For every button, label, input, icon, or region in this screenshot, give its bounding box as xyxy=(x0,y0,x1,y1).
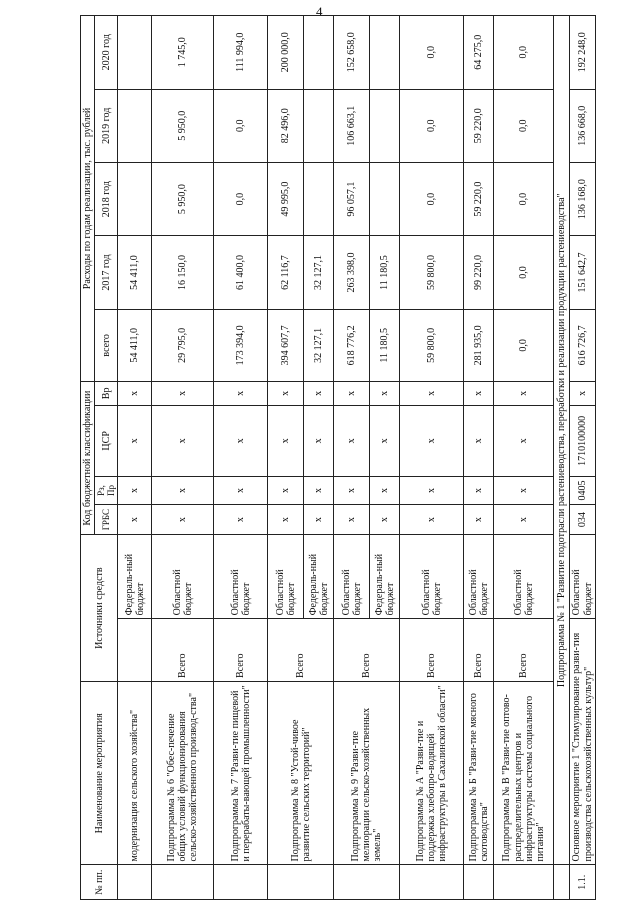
header-expenses: Расходы по годам реализации, тыс. рублей xyxy=(81,16,95,382)
cell-2017: 11 180,5 xyxy=(370,236,400,309)
cell-grbs: х xyxy=(214,505,268,535)
cell-rzpr: х xyxy=(118,476,152,504)
cell-num xyxy=(268,865,334,900)
cell-total: 173 394,0 xyxy=(214,309,268,381)
cell-name: Подпрограмма № 7 "Разви-тие пищевой и перерабаты-вающей промышленности" xyxy=(214,682,268,865)
table-row xyxy=(494,16,554,900)
header-name: Наименование мероприятия xyxy=(81,682,118,865)
cell-2018 xyxy=(118,162,152,235)
cell-2018 xyxy=(304,162,334,235)
cell-source: Федераль-ный бюджет xyxy=(118,535,152,619)
table-row xyxy=(334,16,370,900)
cell-total: 0,0 xyxy=(494,309,554,381)
cell-2017: 16 150,0 xyxy=(152,236,214,309)
cell-grbs: х xyxy=(118,505,152,535)
cell-vr: х xyxy=(304,381,334,405)
table-row xyxy=(570,16,595,900)
cell-2017: 54 411,0 xyxy=(118,236,152,309)
cell-csr: х xyxy=(118,405,152,476)
cell-2017: 99 220,0 xyxy=(464,236,494,309)
cell-num xyxy=(464,865,494,900)
cell-2017: 61 400,0 xyxy=(214,236,268,309)
cell-rzpr: 0405 xyxy=(570,476,595,504)
table-row xyxy=(118,16,152,900)
cell-total-label: Всего xyxy=(268,619,334,682)
header-total: всего xyxy=(95,309,118,381)
cell-name: Подпрограмма № 8 "Устой-чивое развитие сельских территорий" xyxy=(268,682,334,865)
cell-num xyxy=(118,865,152,900)
cell-2018: 0,0 xyxy=(214,162,268,235)
cell-source: Областной бюджет xyxy=(400,535,464,619)
cell-total: 394 607,7 xyxy=(268,309,304,381)
cell-csr: х xyxy=(334,405,370,476)
cell-source: Областной бюджет xyxy=(214,535,268,619)
header-num: № пп. xyxy=(81,865,118,900)
cell-source: Федераль-ный бюджет xyxy=(370,535,400,619)
table-row xyxy=(152,16,214,900)
cell-vr: х xyxy=(268,381,304,405)
cell-total-label: Всего xyxy=(400,619,464,682)
cell-name: модернизация сельского хозяйства" xyxy=(118,682,152,865)
cell-total-label: Всего xyxy=(214,619,268,682)
cell-total-label: Всего xyxy=(464,619,494,682)
cell-num xyxy=(400,865,464,900)
page-number: 4 xyxy=(316,4,323,19)
header-year: 2017 год xyxy=(95,236,118,309)
table-row xyxy=(464,16,494,900)
cell-num: 1.1. xyxy=(570,865,595,900)
cell-grbs: х xyxy=(494,505,554,535)
header-vr: Вр xyxy=(95,381,118,405)
expenses-table xyxy=(80,15,596,900)
cell-2017: 32 127,1 xyxy=(304,236,334,309)
header-year: 2020 год xyxy=(95,16,118,90)
cell-2020 xyxy=(370,16,400,90)
cell-2017: 62 116,7 xyxy=(268,236,304,309)
cell-source: Областной бюджет xyxy=(464,535,494,619)
cell-2017: 59 800,0 xyxy=(400,236,464,309)
cell-name: Подпрограмма № 6 "Обес-печение общих условий функционирования сельско-хозяйственного производ-ства" xyxy=(152,682,214,865)
cell-total: 11 180,5 xyxy=(370,309,400,381)
cell-grbs: х xyxy=(370,505,400,535)
cell-2020: 152 658,0 xyxy=(334,16,370,90)
header-grbs: ГРБС xyxy=(95,505,118,535)
cell-num xyxy=(554,865,570,900)
cell-2019: 136 668,0 xyxy=(570,89,595,162)
cell-2019: 82 496,0 xyxy=(268,89,304,162)
cell-2020: 64 275,0 xyxy=(464,16,494,90)
cell-rzpr: х xyxy=(400,476,464,504)
cell-grbs: х xyxy=(152,505,214,535)
cell-total: 618 776,2 xyxy=(334,309,370,381)
cell-2020: 200 000,0 xyxy=(268,16,304,90)
cell-vr: х xyxy=(370,381,400,405)
cell-total: 29 795,0 xyxy=(152,309,214,381)
cell-2020 xyxy=(304,16,334,90)
cell-rzpr: х xyxy=(152,476,214,504)
table-row xyxy=(554,16,570,900)
cell-total-label: Всего xyxy=(494,619,554,682)
cell-2018: 96 057,1 xyxy=(334,162,370,235)
cell-total: 54 411,0 xyxy=(118,309,152,381)
header-year: 2018 год xyxy=(95,162,118,235)
cell-rzpr: х xyxy=(304,476,334,504)
cell-name: Подпрограмма № Б "Разви-тие мясного скотоводства" xyxy=(464,682,494,865)
table-row xyxy=(214,16,268,900)
cell-2017: 263 398,0 xyxy=(334,236,370,309)
cell-csr: 1710100000 xyxy=(570,405,595,476)
table-row xyxy=(268,16,304,900)
cell-total-label: Всего xyxy=(152,619,214,682)
cell-2019: 59 220,0 xyxy=(464,89,494,162)
cell-2020: 192 248,0 xyxy=(570,16,595,90)
cell-2019: 106 663,1 xyxy=(334,89,370,162)
cell-2018: 136 168,0 xyxy=(570,162,595,235)
cell-vr: х xyxy=(494,381,554,405)
cell-num xyxy=(152,865,214,900)
cell-rzpr: х xyxy=(494,476,554,504)
cell-grbs: 034 xyxy=(570,505,595,535)
cell-vr: х xyxy=(570,381,595,405)
cell-name: Подпрограмма № А "Разви-тие и поддержка хлебопро-водящей инфраструктуры в Сахалинской области" xyxy=(400,682,464,865)
table-row xyxy=(400,16,464,900)
cell-vr: х xyxy=(214,381,268,405)
cell-2018 xyxy=(370,162,400,235)
cell-2019 xyxy=(118,89,152,162)
cell-csr: х xyxy=(400,405,464,476)
cell-rzpr: х xyxy=(268,476,304,504)
cell-rzpr: х xyxy=(214,476,268,504)
cell-total: 616 726,7 xyxy=(570,309,595,381)
cell-2019: 0,0 xyxy=(400,89,464,162)
cell-source: Областной бюджет xyxy=(334,535,370,619)
cell-2019: 0,0 xyxy=(494,89,554,162)
cell-name: Основное мероприятие 1 "Стимулирование разви-тия производства сельскохозяйственных культур" xyxy=(570,619,595,865)
cell-csr: х xyxy=(370,405,400,476)
cell-2020: 111 994,0 xyxy=(214,16,268,90)
header-budget-classification: Код бюджетной классификации xyxy=(81,381,95,534)
cell-name: Подпрограмма № 9 "Разви-тие мелиорации сельско-хозяйственных земель" xyxy=(334,682,400,865)
rotated-table-content xyxy=(80,15,635,900)
cell-source: Областной бюджет xyxy=(494,535,554,619)
cell-2020: 0,0 xyxy=(494,16,554,90)
cell-rzpr: х xyxy=(464,476,494,504)
cell-2018: 5 950,0 xyxy=(152,162,214,235)
cell-name: Подпрограмма № В "Разви-тие оптово-распределительных центров и инфраструктуры системы социального питания" xyxy=(494,682,554,865)
cell-rzpr: х xyxy=(370,476,400,504)
cell-grbs: х xyxy=(268,505,304,535)
cell-total-label xyxy=(118,619,152,682)
cell-total: 281 935,0 xyxy=(464,309,494,381)
cell-2019 xyxy=(304,89,334,162)
table-body xyxy=(118,16,595,900)
cell-csr: х xyxy=(152,405,214,476)
cell-source: Областной бюджет xyxy=(570,535,595,619)
cell-csr: х xyxy=(304,405,334,476)
section-title: Подпрограмма № 1 "Развитие подотрасли растениеводства, переработки и реализации продукции растениеводства" xyxy=(554,16,570,865)
cell-num xyxy=(214,865,268,900)
cell-grbs: х xyxy=(304,505,334,535)
cell-2018: 49 995,0 xyxy=(268,162,304,235)
cell-2019 xyxy=(370,89,400,162)
cell-vr: х xyxy=(152,381,214,405)
cell-2019: 0,0 xyxy=(214,89,268,162)
cell-2020: 0,0 xyxy=(400,16,464,90)
cell-2018: 0,0 xyxy=(494,162,554,235)
cell-vr: х xyxy=(118,381,152,405)
rotated-table-frame xyxy=(80,15,635,900)
cell-2017: 0,0 xyxy=(494,236,554,309)
cell-2018: 59 220,0 xyxy=(464,162,494,235)
cell-2020 xyxy=(118,16,152,90)
cell-csr: х xyxy=(214,405,268,476)
cell-grbs: х xyxy=(334,505,370,535)
cell-grbs: х xyxy=(400,505,464,535)
cell-rzpr: х xyxy=(334,476,370,504)
cell-source: Областной бюджет xyxy=(268,535,304,619)
header-csr: ЦСР xyxy=(95,405,118,476)
cell-total: 59 800,0 xyxy=(400,309,464,381)
header-year: 2019 год xyxy=(95,89,118,162)
cell-2019: 5 950,0 xyxy=(152,89,214,162)
cell-num xyxy=(334,865,400,900)
cell-source: Федераль-ный бюджет xyxy=(304,535,334,619)
header-source: Источники средств xyxy=(81,535,118,682)
cell-source: Областной бюджет xyxy=(152,535,214,619)
cell-csr: х xyxy=(494,405,554,476)
cell-vr: х xyxy=(464,381,494,405)
cell-csr: х xyxy=(464,405,494,476)
cell-num xyxy=(494,865,554,900)
cell-csr: х xyxy=(268,405,304,476)
cell-vr: х xyxy=(334,381,370,405)
header-rzpr: Рз, Пр xyxy=(95,476,118,504)
cell-2020: 1 745,0 xyxy=(152,16,214,90)
cell-grbs: х xyxy=(464,505,494,535)
cell-vr: х xyxy=(400,381,464,405)
cell-2018: 0,0 xyxy=(400,162,464,235)
cell-2017: 151 642,7 xyxy=(570,236,595,309)
cell-total-label: Всего xyxy=(334,619,400,682)
cell-total: 32 127,1 xyxy=(304,309,334,381)
